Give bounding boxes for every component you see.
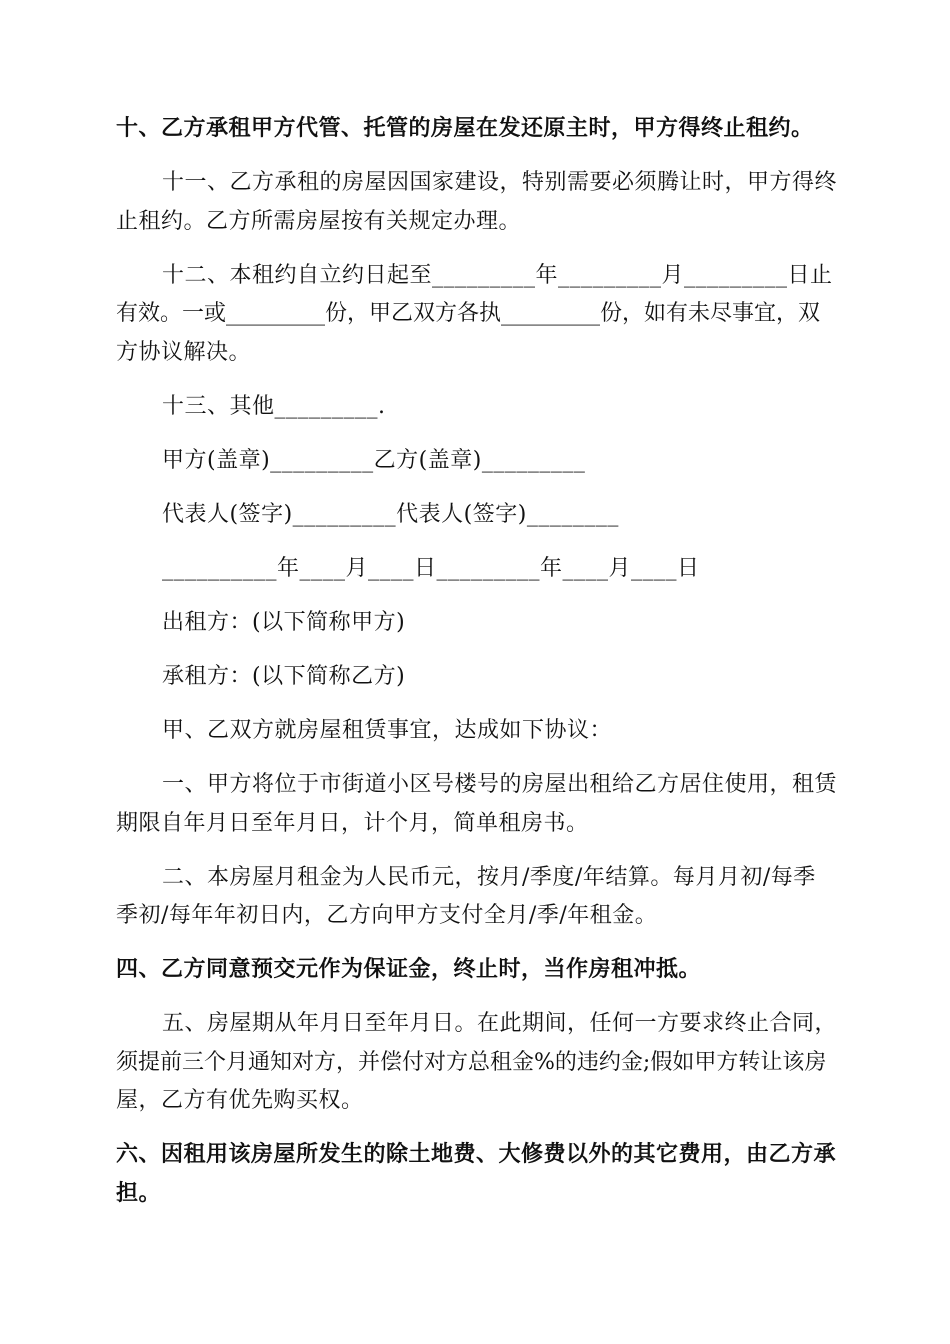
agreement-intro: 甲、乙双方就房屋租赁事宜，达成如下协议： [162,718,613,743]
lessee-line: 承租方：(以下简称乙方) [162,664,406,689]
clause-4: 四、乙方同意预交元作为保证金，终止时，当作房租冲抵。 [116,957,702,982]
clause-2-line-2: 季初/每年年初日内，乙方向甲方支付全月/季/年租金。 [116,903,658,928]
clause-11-line-2: 止租约。乙方所需房屋按有关规定办理。 [116,209,522,234]
clause-1-line-2: 期限自年月日至年月日，计个月，简单租房书。 [116,811,589,836]
date-line: __________年____月____日_________年____月____日 [162,556,700,581]
clause-5-line-1: 五、房屋期从年月日至年月日。在此期间，任何一方要求终止合同， [162,1011,838,1036]
signature-line: 代表人(签字)_________代表人(签字)________ [162,502,619,527]
lessor-line: 出租方：(以下简称甲方) [162,610,406,635]
clause-5-line-3: 屋，乙方有优先购买权。 [116,1088,364,1113]
clause-12-line-1: 十二、本租约自立约日起至_________年_________月_________日止 [162,263,833,288]
clause-12-line-3: 方协议解决。 [116,340,252,365]
seal-line: 甲方(盖章)_________乙方(盖章)_________ [162,448,586,473]
clause-6-line-2: 担。 [116,1181,162,1206]
clause-10: 十、乙方承租甲方代管、托管的房屋在发还原主时，甲方得终止租约。 [116,116,814,141]
clause-13: 十三、其他_________. [162,394,386,419]
clause-2-line-1: 二、本房屋月租金为人民币元，按月/季度/年结算。每月月初/每季 [162,865,816,890]
clause-1-line-1: 一、甲方将位于市街道小区号楼号的房屋出租给乙方居住使用，租赁 [162,772,838,797]
clause-5-line-2: 须提前三个月通知对方，并偿付对方总租金%的违约金;假如甲方转让该房 [116,1050,827,1075]
clause-11-line-1: 十一、乙方承租的房屋因国家建设，特别需要必须腾让时，甲方得终 [162,170,838,195]
clause-12-line-2: 有效。一或_________份，甲乙双方各执_________份，如有未尽事宜，双 [116,301,821,326]
clause-6-line-1: 六、因租用该房屋所发生的除土地费、大修费以外的其它费用，由乙方承 [116,1142,837,1167]
